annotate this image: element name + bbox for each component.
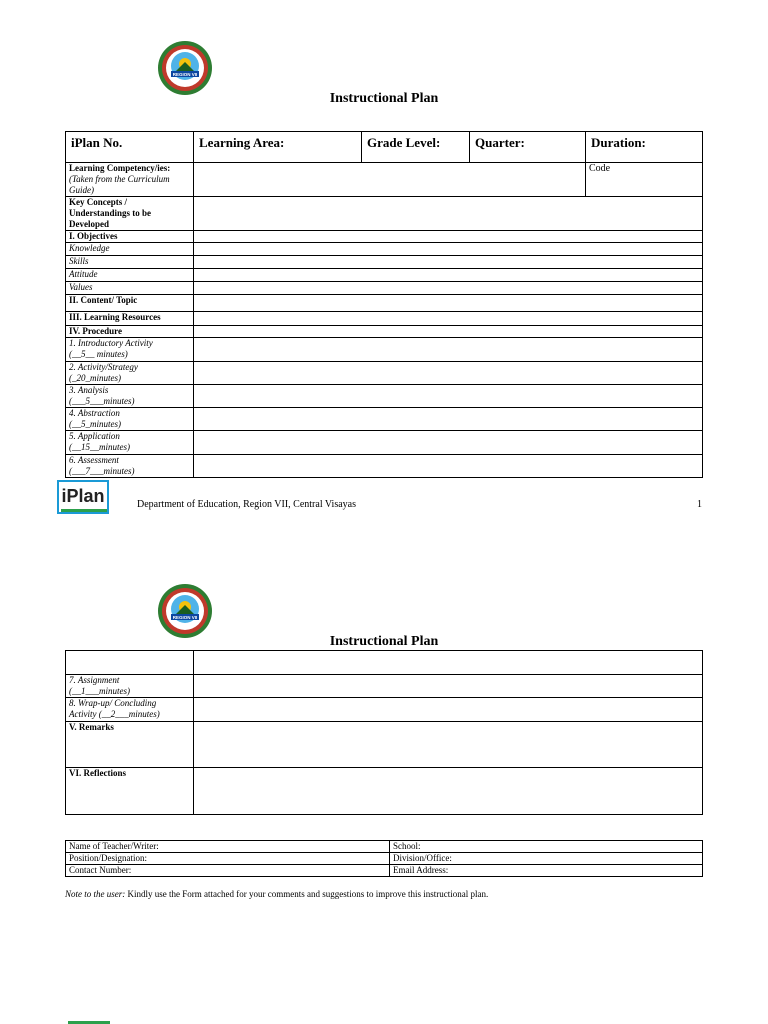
attitude-label: Attitude [66,269,194,282]
contact-field[interactable]: Contact Number: [66,865,390,877]
knowledge-label: Knowledge [66,243,194,256]
step-analysis: 3. Analysis (___5___minutes) [66,385,194,408]
content-topic-label: II. Content/ Topic [66,295,194,312]
code-cell: Code [586,163,703,197]
step-wrap-up: 8. Wrap-up/ Concluding Activity (__2___minutes) [66,698,194,722]
deped-region-seal-2 [157,583,213,639]
position-field[interactable]: Position/Designation: [66,853,390,865]
instructional-plan-table-page1 [65,131,703,478]
header-grade-level: Grade Level: [362,132,470,163]
svg-text:REGION VII: REGION VII [172,615,198,620]
competency-label: Learning Competency/ies: [69,163,171,173]
step-wrap-up-value[interactable] [194,698,703,722]
procedure-label: IV. Procedure [66,326,194,338]
key-concepts-label: Key Concepts / Understandings to be Developed [66,197,194,231]
header-learning-area: Learning Area: [194,132,362,163]
skills-value[interactable] [194,256,703,269]
learning-resources-label: III. Learning Resources [66,312,194,326]
footer-department: Department of Education, Region VII, Central Visayas [137,499,356,510]
step-assignment: 7. Assignment (__1___minutes) [66,675,194,698]
attitude-value[interactable] [194,269,703,282]
note-to-user [65,889,488,899]
competency-cell [66,163,194,197]
note-label: Note to the user: [65,889,126,899]
page-title-2: Instructional Plan [329,634,439,649]
teacher-info-table [65,840,703,877]
deped-region-seal [157,40,213,96]
knowledge-value[interactable] [194,243,703,256]
svg-text:iPlan: iPlan [61,486,105,506]
objectives-label: I. Objectives [66,231,194,243]
remarks-label: V. Remarks [66,722,194,768]
objectives-value[interactable] [194,231,703,243]
step-application: 5. Application (__15__minutes) [66,431,194,455]
reflections-value[interactable] [194,768,703,815]
step-assignment-value[interactable] [194,675,703,698]
remarks-value[interactable] [194,722,703,768]
competency-value[interactable] [194,163,586,197]
header-quarter: Quarter: [470,132,586,163]
iplan-logo [57,480,109,514]
step-abstraction: 4. Abstraction (__5_minutes) [66,408,194,431]
step-activity: 2. Activity/Strategy (_20_minutes) [66,362,194,385]
values-label: Values [66,282,194,295]
page-title: Instructional Plan [329,91,439,106]
header-duration: Duration: [586,132,703,163]
svg-text:REGION VII: REGION VII [172,72,198,77]
procedure-value[interactable] [194,326,703,338]
step-analysis-value[interactable] [194,385,703,408]
step-application-value[interactable] [194,431,703,455]
step-activity-value[interactable] [194,362,703,385]
school-field[interactable]: School: [390,841,703,853]
blank-value[interactable] [194,651,703,675]
step-abstraction-value[interactable] [194,408,703,431]
reflections-label: VI. Reflections [66,768,194,815]
competency-sub: (Taken from the Curriculum Guide) [69,174,170,195]
instructional-plan-table-page2 [65,650,703,815]
page-number: 1 [697,499,702,510]
header-iplan-no: iPlan No. [66,132,194,163]
key-concepts-value[interactable] [194,197,703,231]
step-introductory: 1. Introductory Activity (__5__ minutes) [66,338,194,362]
step-assessment-value[interactable] [194,455,703,478]
learning-resources-value[interactable] [194,312,703,326]
values-value[interactable] [194,282,703,295]
step-introductory-value[interactable] [194,338,703,362]
email-field[interactable]: Email Address: [390,865,703,877]
note-text: Kindly use the Form attached for your comments and suggestions to improve this instructional plan. [127,889,489,899]
skills-label: Skills [66,256,194,269]
step-assessment: 6. Assessment (___7___minutes) [66,455,194,478]
teacher-name-field[interactable]: Name of Teacher/Writer: [66,841,390,853]
blank-label [66,651,194,675]
division-field[interactable]: Division/Office: [390,853,703,865]
content-topic-value[interactable] [194,295,703,312]
